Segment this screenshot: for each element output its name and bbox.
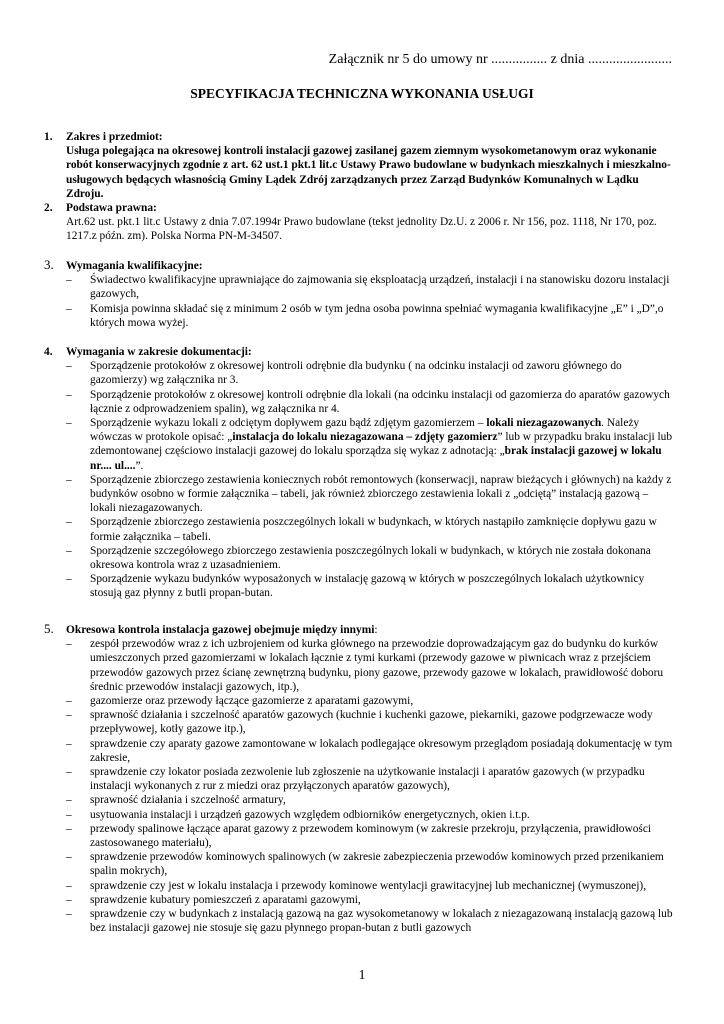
list-item: – Sporządzenie wykazu lokali z odciętym dopływem gazu bądź zdjętym gazomierzem – lokali niezagazowanych. Należy wówczas w protokole opisać: „instalacja do lokalu niezagazowana – zdjęty gazomierz” lub w przypadku braku instalacji lub zdemontowanej częściowo instalacji gazowej do lokalu sporządza się wykaz z adnotacją: „brak instalacji gazowej w lokalu nr.... ul....”. — [66, 417, 673, 472]
page-number: 1 — [358, 968, 366, 983]
list-item: – sprawność działania i szczelność aparatów gazowych (kuchnie i kuchenki gazowe, piekarniki, gazowe podgrzewacze wody przepływowej, kotły gazowe itp.), — [66, 709, 653, 736]
list-item: – sprawdzenie przewodów kominowych spalinowych (w zakresie zabezpieczenia przewodów kominowych przed przenikaniem spalin mokrych), — [66, 851, 664, 878]
section-body: Art.62 ust. pkt.1 lit.c Ustawy z dnia 7.07.1994r Prawo budowlane (tekst jednolity Dz.U. z 2006 r. Nr 156, poz. 1118, Nr 170, poz. 1217.z późn. zm). Polska Norma PN-M-34507. — [66, 216, 657, 243]
list-item: – Sporządzenie zbiorczego zestawienia poszczególnych lokali w budynkach, w których nastąpiło zamknięcie dopływu gazu w formie załącznika – tabeli. — [66, 516, 657, 543]
section-title: Okresowa kontrola instalacja gazowej obejmuje między innymi: — [66, 624, 378, 636]
list-item: – przewody spalinowe łączące aparat gazowy z przewodem kominowym (w zakresie przekroju, przyłączenia, prawidłowości zastosowanego materiału), — [66, 822, 652, 850]
section-title: Wymagania kwalifikacyjne: — [66, 260, 203, 272]
list-item: – Sporządzenie wykazu budynków wyposażonych w instalację gazową w których w poszczególnych lokalach użytkownicy stosują gaz płynny z butli propan-butan. — [66, 573, 645, 600]
annex-reference: Załącznik nr 5 do umowy nr ................ z dnia ........................ — [328, 52, 672, 67]
list-item: – Sporządzenie zbiorczego zestawienia koniecznych robót remontowych (konserwacji, napraw bieżących i głównych) na każdy z budynków osobno w formie załącznika – tabeli, jak również zbiorczego zestawienia lokali z „odciętą” instalacją gazową – lokali niezagazowanych. — [66, 473, 672, 515]
section-number: 3. — [44, 257, 54, 272]
section-number: 1. — [44, 131, 53, 143]
document-title: SPECYFIKACJA TECHNICZNA WYKONANIA USŁUGI — [190, 86, 534, 101]
section-periodic-inspection — [44, 621, 676, 935]
list-item: – sprawdzenie czy w budynkach z instalacją gazową na gaz wysokometanowy w lokalach z niezagazowaną instalacją gazową lub bez instalacji gazowej nie stosuje się gazu płynnego propan-butan z butli gazowych — [66, 908, 673, 935]
list-item: – Sporządzenie szczegółowego zbiorczego zestawienia poszczególnych lokali w budynkach, w których nie została dokonana okresowa kontrola wraz z uzasadnieniem. — [66, 544, 651, 572]
list-item: – sprawność działania i szczelność armatury, — [66, 794, 286, 807]
section-title: Wymagania w zakresie dokumentacji: — [66, 346, 252, 358]
section-body: Usługa polegająca na okresowej kontroli instalacji gazowej zasilanej gazem ziemnym wysokometanowym oraz wykonanie robót konserwacyjnych zgodnie z art. 62 ust.1 pkt.1 lit.c Ustawy Prawo budowlane w budynkach mieszkalnych i mieszkalno-usługowych będących własnością Gminy Lądek Zdrój zarządzanych przez Zarząd Budynków Komunalnych w Lądku Zdroju. — [66, 145, 671, 200]
list-item: – sprawdzenie czy aparaty gazowe zamontowane w lokalach podlegające okresowym przeglądom posiadają dokumentację w tym zakresie, — [66, 737, 673, 764]
section-number: 4. — [44, 346, 53, 358]
list-item: – sprawdzenie czy lokator posiada zezwolenie lub zgłoszenie na użytkowanie instalacji i aparatów gazowych (w przypadku instalacji wykonanych z rur z miedzi oraz przyłączonych aparatów gazowych), — [66, 766, 645, 793]
list-item: – Komisja powinna składać się z minimum 2 osób w tym jedna osoba powinna spełniać wymagania kwalifikacyjne „E” i „D”,o których mowa wyżej. — [66, 302, 664, 329]
list-item: – gazomierze oraz przewody łączące gazomierze z aparatami gazowymi, — [66, 695, 414, 708]
section-qualifications — [44, 257, 676, 330]
section-legal-basis — [44, 201, 676, 244]
list-item: – Sporządzenie protokołów z okresowej kontroli odrębnie dla lokali (na odcinku instalacji od gazomierza do aparatów gazowych łącznie z odprowadzeniem spalin), wg załącznika nr 4. — [66, 388, 670, 415]
section-title: Podstawa prawna: — [66, 202, 157, 214]
list-item: – sprawdzenie kubatury pomieszczeń z aparatami gazowymi, — [66, 893, 361, 906]
list-item: – sprawdzenie czy jest w lokalu instalacja i przewody kominowe wentylacji grawitacyjnej lub mechanicznej (wymuszonej), — [66, 879, 647, 892]
list-item: – Sporządzenie protokołów z okresowej kontroli odrębnie dla budynku ( na odcinku instalacji od zaworu głównego do gazomierzy) wg załącznika nr 3. — [66, 360, 622, 387]
list-item: – zespół przewodów wraz z ich uzbrojeniem od kurka głównego na przewodzie doprowadzającym gaz do budynku do kurków umieszczonych przed gazomierzami w lokalach łącznie z tymi kurkami (przewody gazowe w piwnicach wraz z przejściem przewodów gazowych przez ścianę zewnętrzną budynku, piony gazowe, przewody gazowe w lokalach, prawidłowość doboru średnic przewodów instalacji gazowych, itp.), — [66, 638, 664, 693]
section-number: 5. — [44, 621, 54, 636]
section-title: Zakres i przedmiot: — [66, 131, 163, 143]
section-scope — [44, 130, 676, 201]
section-documentation — [44, 345, 676, 601]
list-item: – usytuowania instalacji i urządzeń gazowych względem odbiorników energetycznych, okien i.t.p. — [66, 808, 530, 821]
list-item: – Świadectwo kwalifikacyjne uprawniające do zajmowania się eksploatacją urządzeń, instalacji i na stanowisku dozoru instalacji gazowych, — [66, 274, 670, 301]
section-number: 2. — [44, 202, 53, 214]
